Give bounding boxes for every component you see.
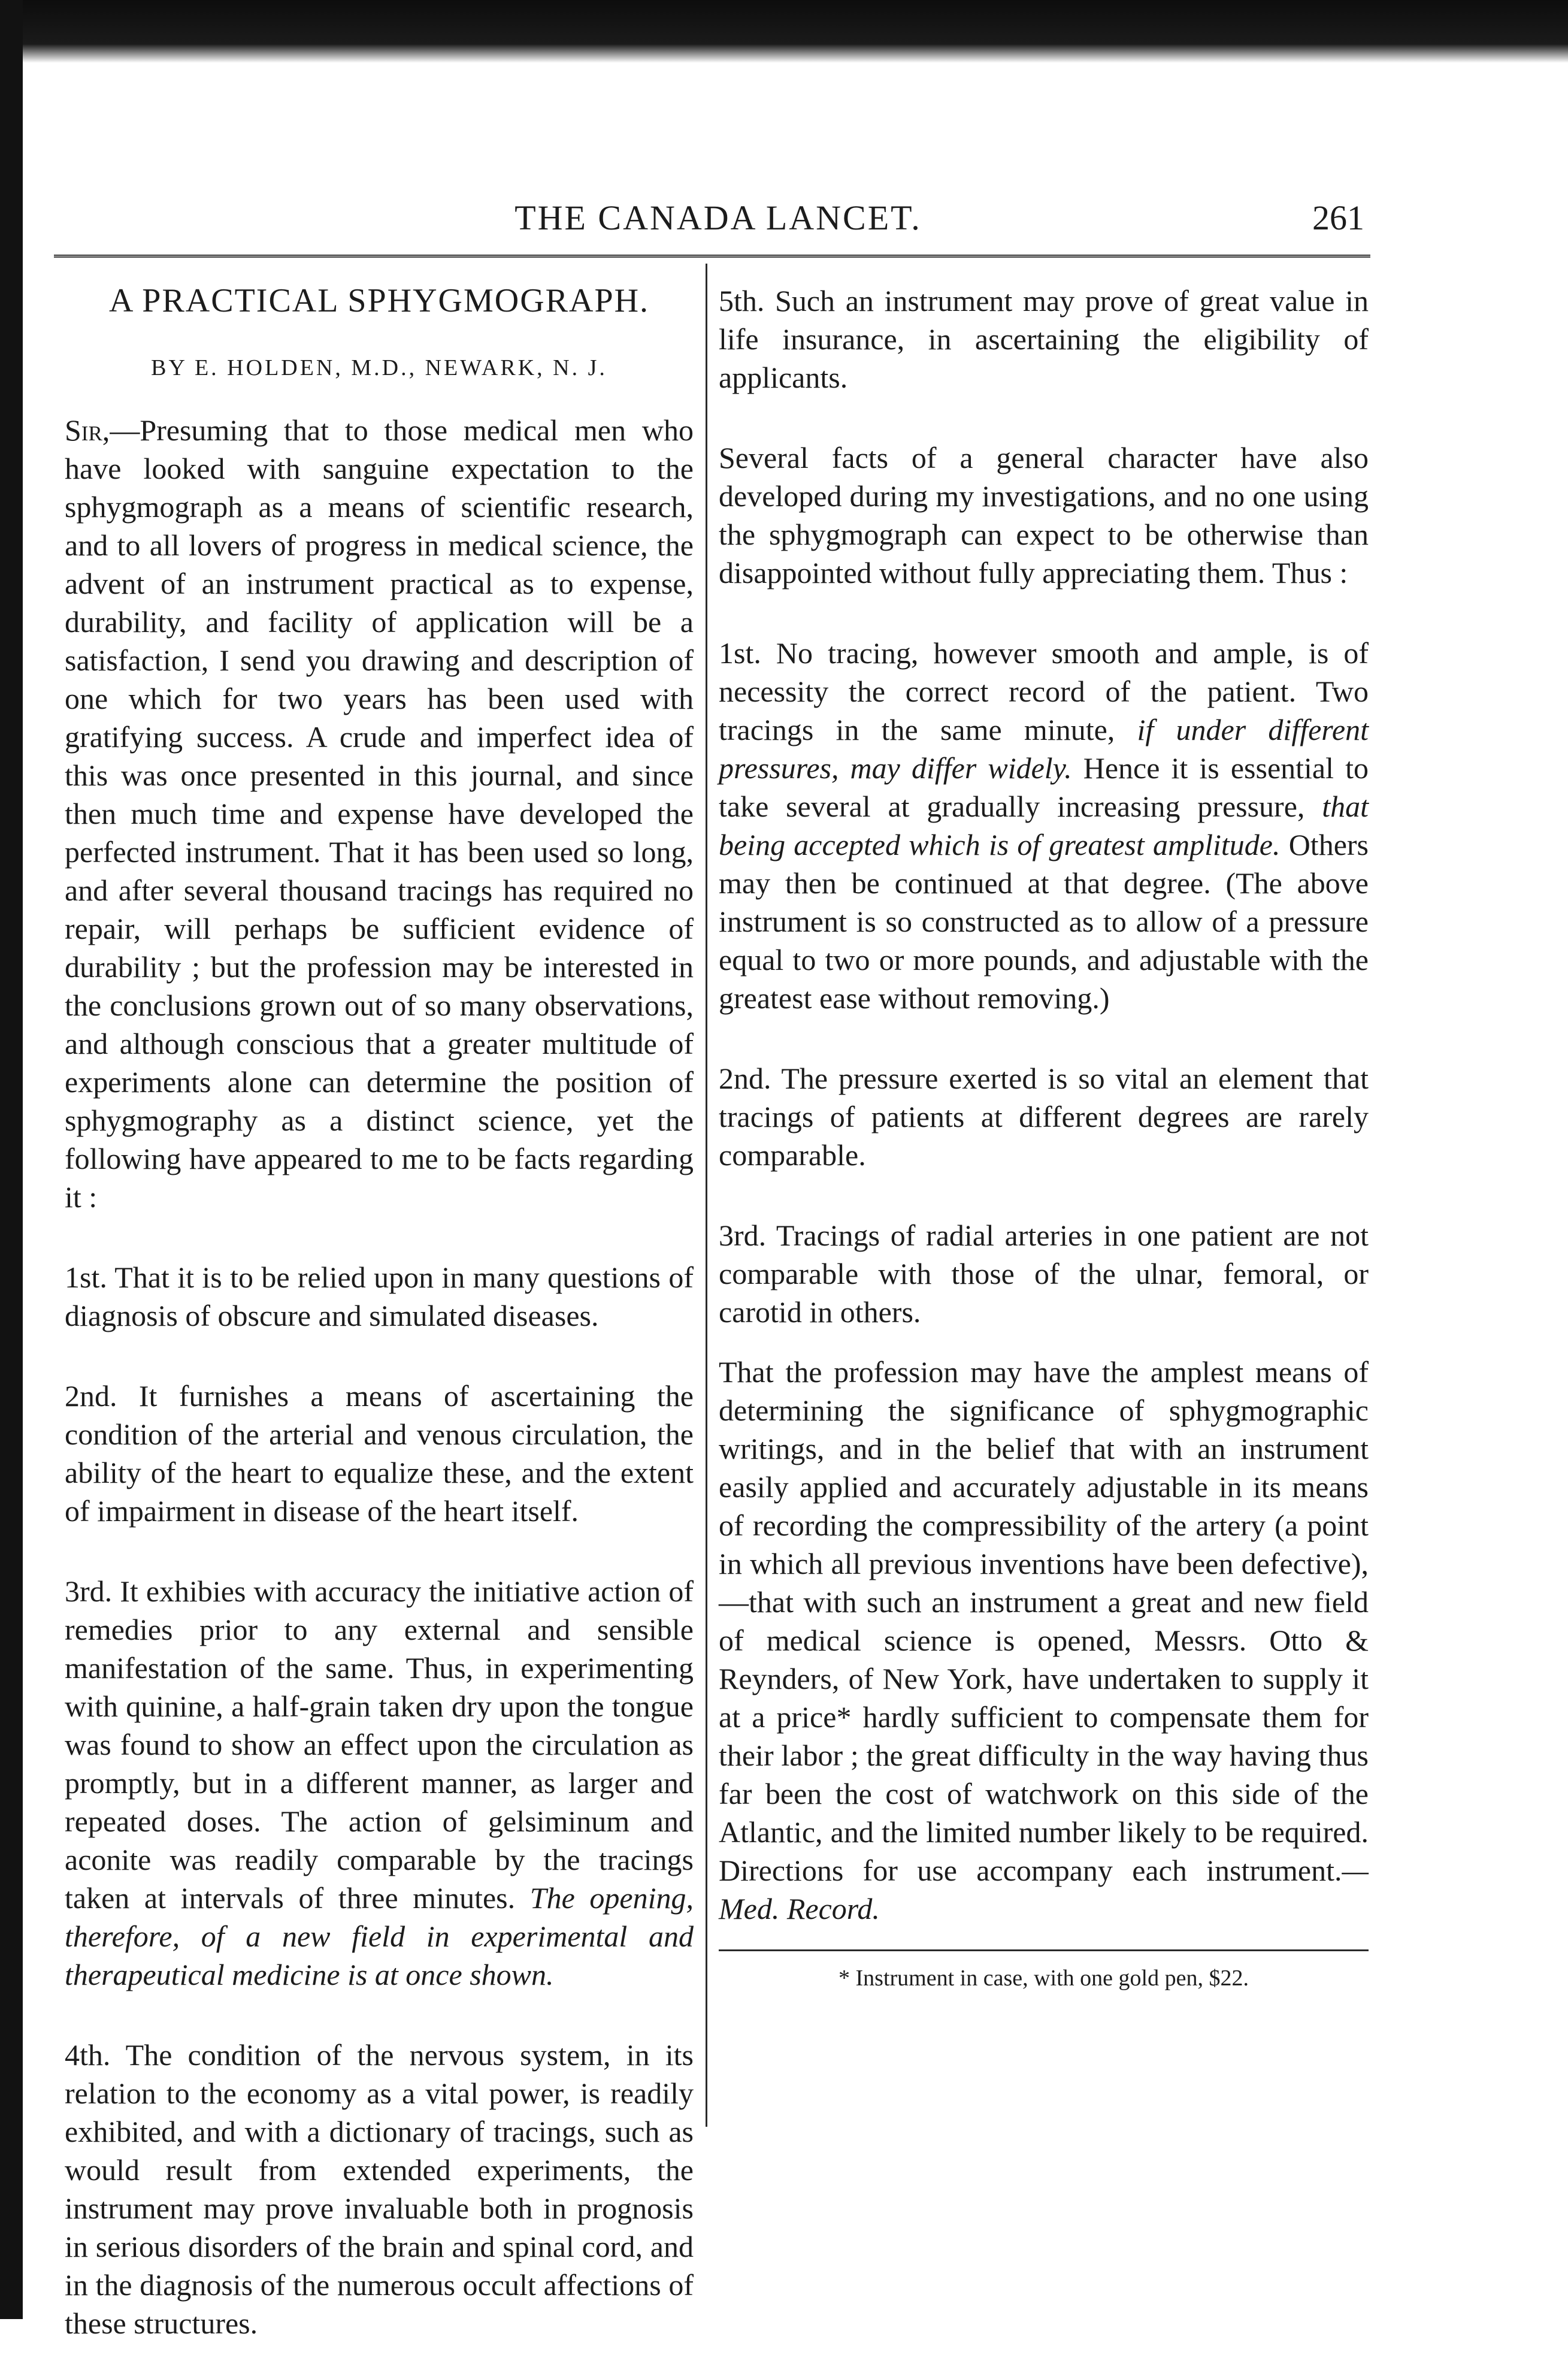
left-column <box>65 282 694 2364</box>
fact-3 <box>65 1572 694 1994</box>
article-title: A PRACTICAL SPHYGMOGRAPH. <box>108 282 650 319</box>
general-fact-1-b: if under different pressures, may differ widely. <box>719 713 1369 785</box>
general-fact-1-c: Hence it is essential to take several at gradually increasing pressure, <box>719 751 1369 823</box>
source-citation: —Med. Record. <box>719 1854 1369 1925</box>
general-fact-3: 3rd. Tracings of radial arteries in one patient are not comparable with those of the ulnar, femoral, or carotid in others. <box>719 1219 1369 1329</box>
salutation: Sir, <box>65 413 110 447</box>
general-fact-1 <box>719 634 1369 1017</box>
scan-spine-shadow <box>0 0 23 2319</box>
running-header <box>72 198 1364 252</box>
closing-text: That the profession may have the amplest means of determining the significance of sphygmographic writings, and in the belief that with an instrument easily applied and accurately adjustable in its means of recording the compressibility of the artery (a point in which all previous inventions have been defective),—that with such an instrument a great and new field of medical science is opened, Messrs. Otto & Reynders, of New York, have undertaken to supply it at a price* hardly sufficient to compensate them for their labor ; the great difficulty in the way having thus far been the cost of watchwork on this side of the Atlantic, and the limited number likely to be required. Directions for use accompany each instrument. <box>719 1355 1369 1887</box>
running-title: THE CANADA LANCET. <box>514 198 922 237</box>
general-fact-2: 2nd. The pressure exerted is so vital an element that tracings of patients at different degrees are rarely comparable. <box>719 1062 1369 1172</box>
byline: BY E. HOLDEN, M.D., NEWARK, N. J. <box>151 355 607 380</box>
footnote-rule <box>719 1949 1369 1951</box>
general-intro: Several facts of a general character have also developed during my investigations, and no one using the sphygmograph can expect to be otherwise than disappointed without fully appreciating them. Thus : <box>719 441 1369 590</box>
fact-5: 5th. Such an instrument may prove of great value in life insurance, in ascertaining the eligibility of applicants. <box>719 284 1369 394</box>
scan-top-border <box>0 0 1568 63</box>
general-fact-1-e: Others may then be continued at that degree. (The above instrument is so constructed as to allow of a pressure equal to two or more pounds, and adjustable with the greatest ease without removing.) <box>719 828 1369 1015</box>
fact-3-italic: The opening, therefore, of a new field in experimental and therapeutical medicine is at once shown. <box>65 1881 694 1991</box>
general-fact-1-d: that being accepted which is of greatest amplitude. <box>719 790 1369 861</box>
right-column <box>719 282 1369 1993</box>
general-fact-1-a: 1st. No tracing, however smooth and ample, is of necessity the correct record of the patient. Two tracings in the same minute, <box>719 636 1369 746</box>
fact-3-text: 3rd. It exhibies with accuracy the initiative action of remedies prior to any external and sensible manifestation of the same. Thus, in experimenting with quinine, a half-grain taken dry upon the tongue was found to show an effect upon the circulation as promptly, but in a different manner, as larger and repeated doses. The action of gelsiminum and aconite was readily comparable by the tracings taken at intervals of three minutes. <box>65 1574 694 1915</box>
intro-text: —Presuming that to those medical men who have looked with sanguine expectation to the sphygmograph as a means of scientific research, and to all lovers of progress in medical science, the advent of an instrument practical as to expense, durability, and facility of application will be a satisfaction, I send you drawing and description of one which for two years has been used with gratifying success. A crude and imperfect idea of this was once presented in this journal, and since then much time and expense have developed the perfected instrument. That it has been used so long, and after several thousand tracings has required no repair, will perhaps be sufficient evidence of durability ; but the profession may be interested in the conclusions grown out of so many observations, and although conscious that a greater multitude of experiments alone can determine the position of sphygmography as a distinct science, yet the following have appeared to me to be facts regarding it : <box>65 413 694 1214</box>
fact-1: 1st. That it is to be relied upon in many questions of diagnosis of obscure and simulated diseases. <box>65 1260 694 1332</box>
page-number: 261 <box>1312 198 1364 237</box>
footnote: * Instrument in case, with one gold pen, $22. <box>839 1966 1249 1991</box>
fact-4: 4th. The condition of the nervous system, in its relation to the economy as a vital power, is readily exhibited, and with a dictionary of tracings, such as would result from extended experiments, the instrument may prove invaluable both in prognosis in serious disorders of the brain and spinal cord, and in the diagnosis of the numerous occult affections of these structures. <box>65 2038 694 2340</box>
header-rule <box>54 255 1370 258</box>
closing-paragraph <box>719 1353 1369 1928</box>
column-divider <box>706 264 707 2127</box>
fact-2: 2nd. It furnishes a means of ascertaining the condition of the arterial and venous circulation, the ability of the heart to equalize these, and the extent of impairment in disease of the heart itself. <box>65 1379 694 1528</box>
intro-paragraph <box>65 411 694 1216</box>
